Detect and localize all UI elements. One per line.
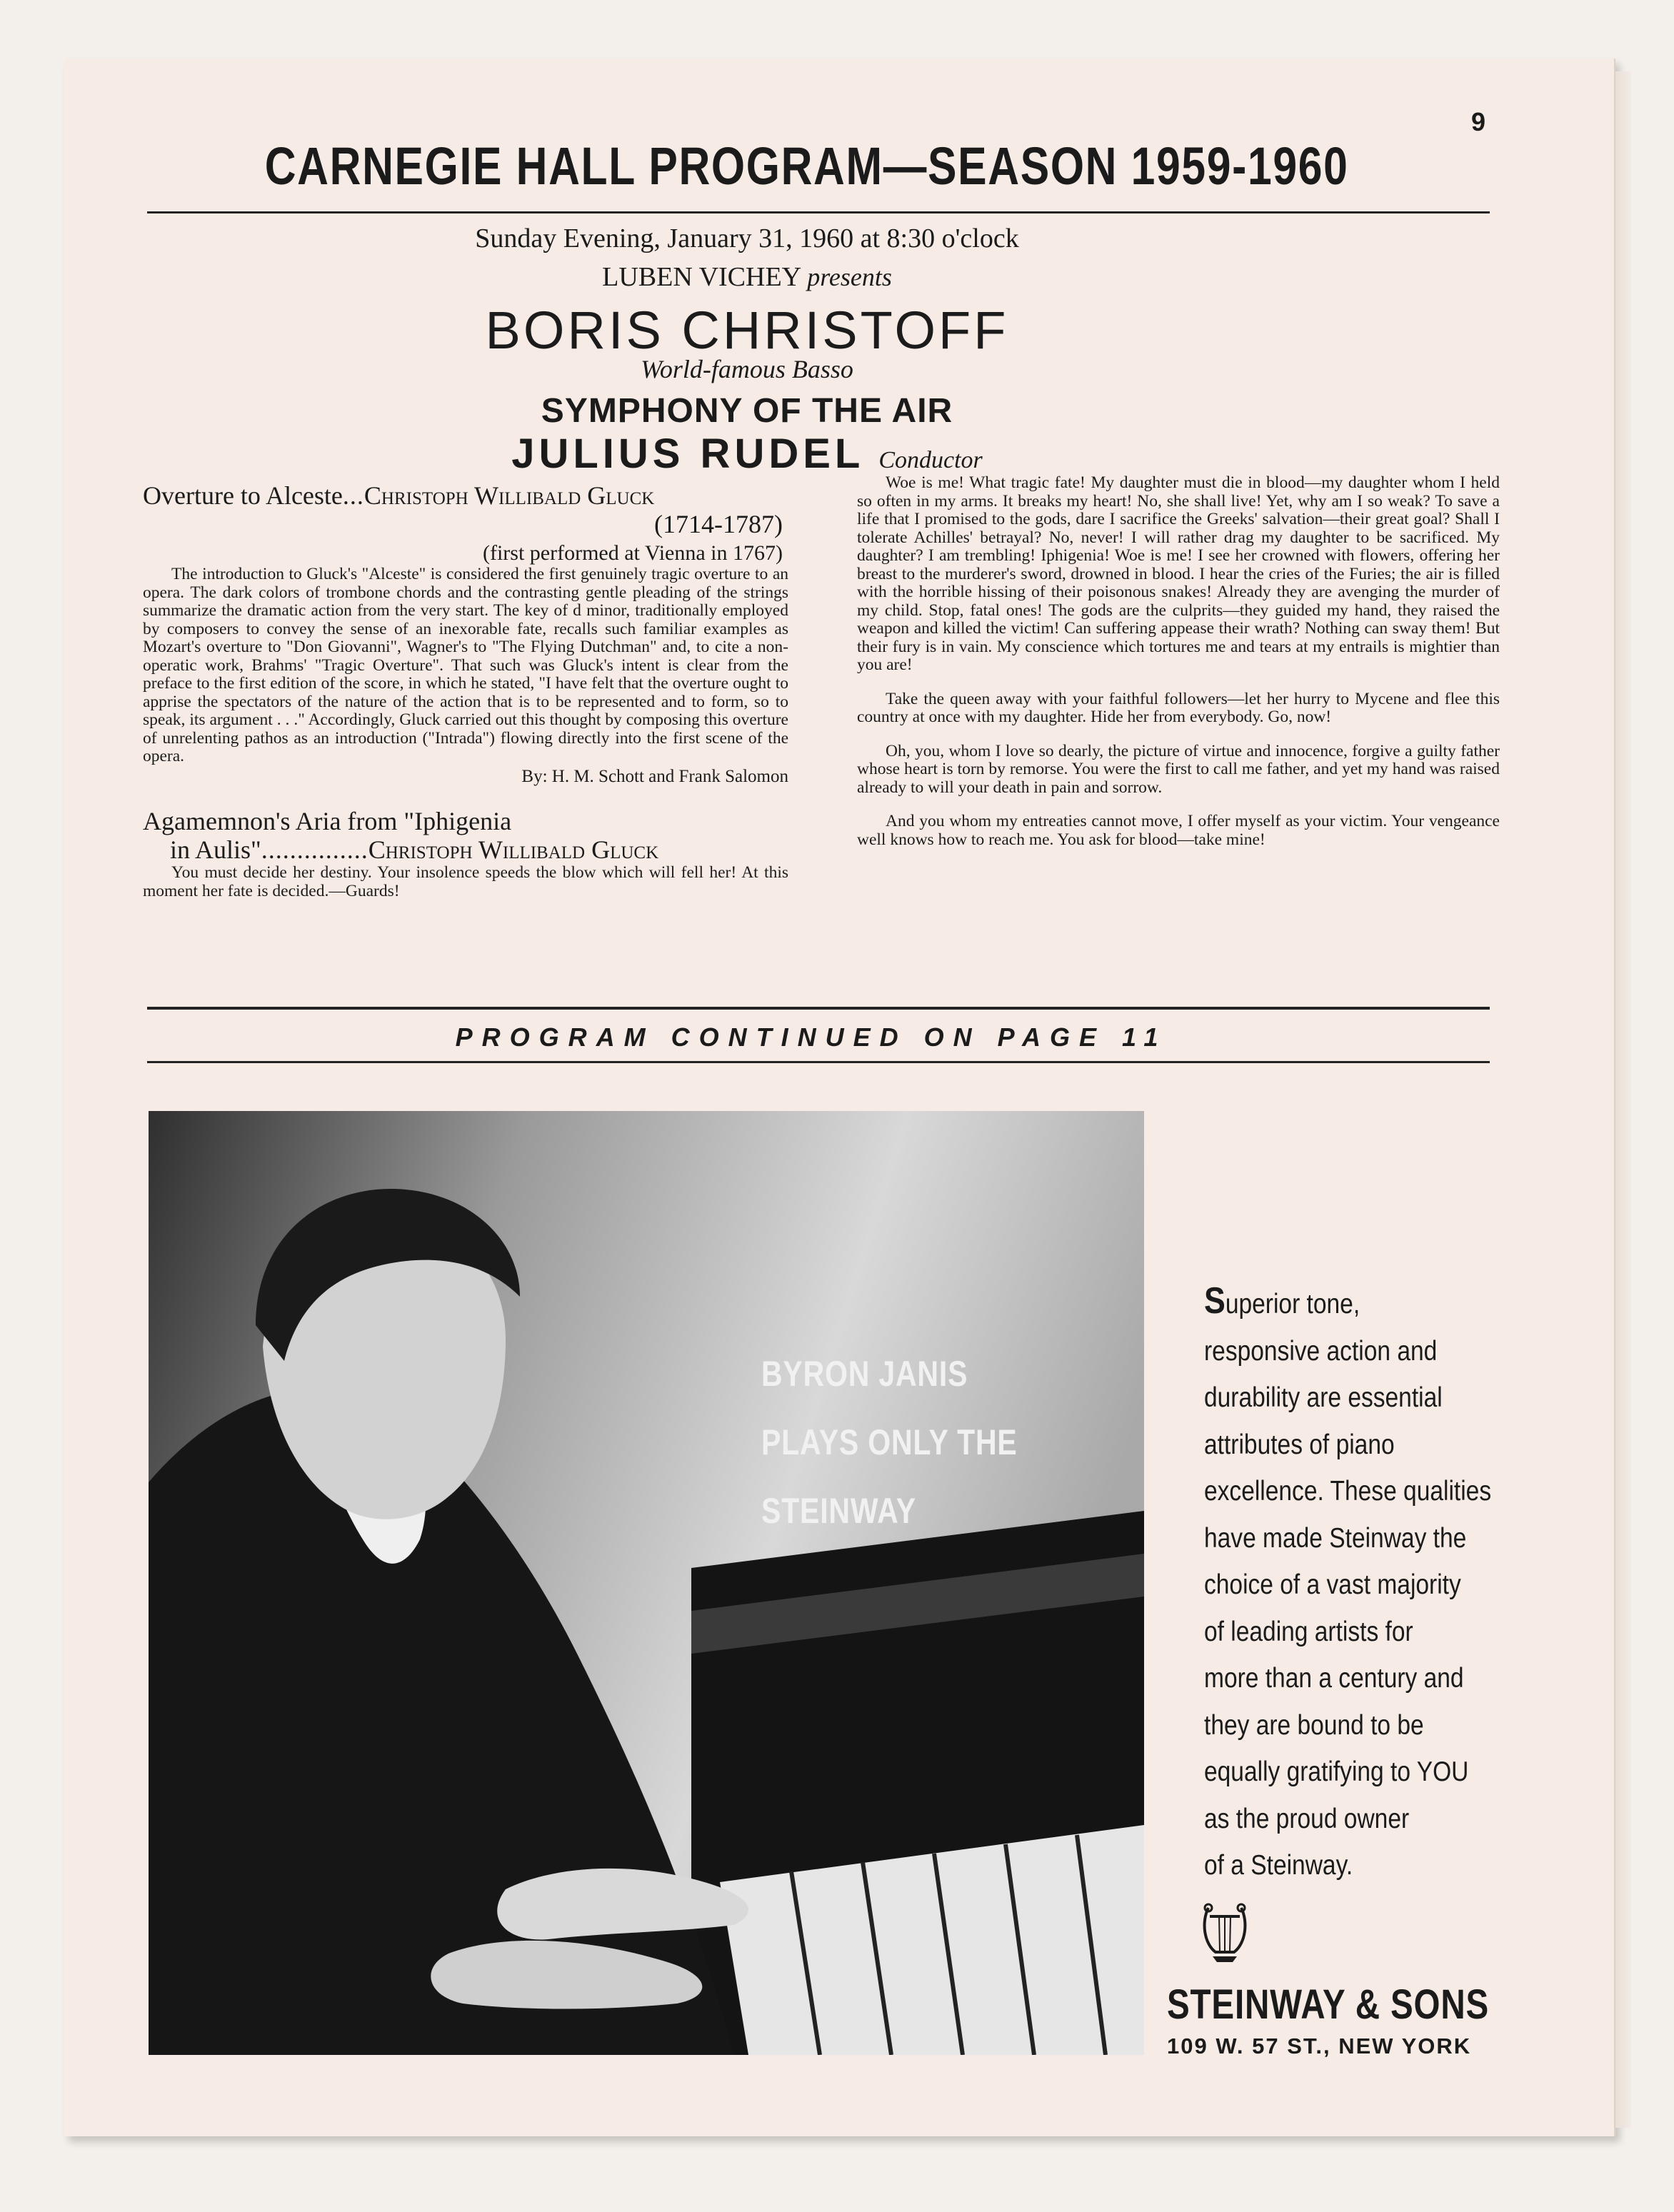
item2-title-line2-row [143, 835, 788, 864]
ad-headline [761, 1339, 1043, 1545]
ad-copy-line: have made Steinway the [1204, 1522, 1467, 1554]
ad-copy-line: excellence. These qualities [1204, 1476, 1492, 1507]
ad-copy-line: more than a century and [1204, 1663, 1464, 1694]
item1-dates: (1714-1787) [654, 510, 783, 538]
item1-note: (first performed at Vienna in 1767) [482, 541, 783, 565]
conductor-role: Conductor [878, 447, 983, 473]
presenter-line [147, 261, 1347, 293]
ad-copy-line: equally gratifying to YOU [1204, 1756, 1469, 1787]
aria-para-3: Oh, you, whom I love so dearly, the picture of virtue and innocence, forgive a guilty father whose heart is torn by remorse. You were the first to call me father, and yet my hand was raised already to will your death in pain and sorrow. [857, 741, 1500, 797]
artist-description: World-famous Basso [641, 355, 853, 383]
program-continued: PROGRAM CONTINUED ON PAGE 11 [455, 1022, 1168, 1052]
ad-photo [149, 1111, 1144, 2055]
ad-copy-line: as the proud owner [1204, 1803, 1410, 1834]
presents-word: presents [807, 263, 892, 291]
item1-text: The introduction to Gluck's "Alceste" is considered the first genuinely tragic overture to an opera. The dark colors of trombone chords and the contrasting gentle pleading of the strings summarize the dramatic action from the very start. The key of d minor, traditionally employed by composers to convey the sense of an inexorable fate, recalls such familiar examples as Mozart's overture to "Don Giovanni", Wagner's to "The Flying Dutchman" and, to cite a non-operatic work, Brahms' "Tragic Overture". That such was Gluck's intent is clear from the preface to the first edition of the score, in which he stated, "I have felt that the overture ought to apprise the spectators of the nature of the action that is to be represented and to form, so to speak, its argument . . ." Accordingly, Gluck carried out this thought by composing this overture of unrelenting pathos as an introduction ("Intrada") flowing directly into the first scene of the opera. [143, 565, 788, 765]
presenter: LUBEN VICHEY [602, 262, 801, 292]
aria-para-1: Woe is me! What tragic fate! My daughter must die in blood—my daughter whom I held so often in my arms. It breaks my heart! No, she shall live! Yet, why am I so weak? To save a life that I promised to the gods, dare I sacrifice the Greeks' salvation—their great goal? Shall I tolerate Achilles' betrayal? No, never! I will rather drag my daughter to be sacrificed. My daughter? I am trembling! Iphigenia! Woe is me! I see her crowned with flowers, offering her breast to the murderer's sword, drowned in blood. I hear the cries of the Furies; the air is filled with the horrible hissing of their poisonous snakes! Already they are avenging the murder of my child. Stop, fatal ones! The gods are the culprits—they guided my hand, they raised the weapon and killed the victim! Can suffering appease their wrath? Nothing can sway them! But their fury is in vain. My conscience which tortures me and tears at my entrails is mightier than you are! [857, 473, 1500, 674]
item1-dots: ... [342, 481, 364, 510]
masthead-rule [147, 211, 1490, 213]
continued-rule-bottom [147, 1061, 1490, 1063]
ad-copy-line: Superior tone, [1204, 1280, 1360, 1322]
program-right-column [857, 474, 1500, 849]
item2-composer: Christoph Willibald Gluck [368, 835, 659, 864]
item2-text: You must decide her destiny. Your insolence speeds the blow which will fell her! At this moment her fate is decided.—Guards! [143, 863, 788, 900]
aria-para-4: And you whom my entreaties cannot move, I offer myself as your victim. Your vengeance well knows how to reach me. You ask for blood—take mine! [857, 812, 1500, 849]
ad-copy-line: of a Steinway. [1204, 1850, 1353, 1881]
item1-title-line [143, 481, 788, 510]
program-left-column [143, 481, 788, 900]
item1-byline: By: H. M. Schott and Frank Salomon [521, 766, 788, 786]
ad-copy-line: attributes of piano [1204, 1429, 1395, 1460]
ad-headline-line3: STEINWAY [761, 1491, 916, 1531]
ad-copy-line: responsive action and [1204, 1335, 1438, 1367]
aria-para-2: Take the queen away with your faithful followers—let her hurry to Mycene and flee this country at once with my daughter. Hide her from everybody. Go, now! [857, 689, 1500, 726]
conductor-name: JULIUS RUDEL [511, 431, 865, 477]
item2-title-line2: in Aulis" [170, 835, 261, 864]
ad-headline-line1: BYRON JANIS [761, 1354, 968, 1394]
ad-brand: STEINWAY & SONS [1167, 1981, 1490, 2028]
ad-copy-line: they are bound to be [1204, 1709, 1424, 1741]
item1-composer: Christoph Willibald Gluck [364, 481, 655, 510]
conductor-line [147, 430, 1347, 478]
ad-address: 109 W. 57 ST., NEW YORK [1167, 2033, 1472, 2058]
page-number: 9 [1471, 107, 1486, 136]
event-date: Sunday Evening, January 31, 1960 at 8:30 o'clock [475, 223, 1019, 253]
item2-title-line1: Agamemnon's Aria from "Iphigenia [143, 807, 512, 835]
orchestra-name: SYMPHONY OF THE AIR [541, 392, 953, 430]
artist-name: BORIS CHRISTOFF [485, 301, 1009, 360]
item1-title: Overture to Alceste [143, 481, 343, 510]
ad-copy-line: durability are essential [1204, 1382, 1443, 1413]
page-edge [1615, 71, 1631, 2128]
lyre-icon [1200, 1901, 1250, 1965]
masthead: CARNEGIE HALL PROGRAM—SEASON 1959-1960 [264, 136, 1349, 196]
ad-copy-line: choice of a vast majority [1204, 1569, 1461, 1600]
ad-copy-line: of leading artists for [1204, 1616, 1413, 1647]
pianist-illustration [149, 1111, 1144, 2055]
continued-rule-top [147, 1007, 1490, 1010]
item2-dots: ............... [261, 835, 369, 864]
ad-headline-line2: PLAYS ONLY THE [761, 1422, 1018, 1462]
ad-copy [1204, 1278, 1492, 1889]
